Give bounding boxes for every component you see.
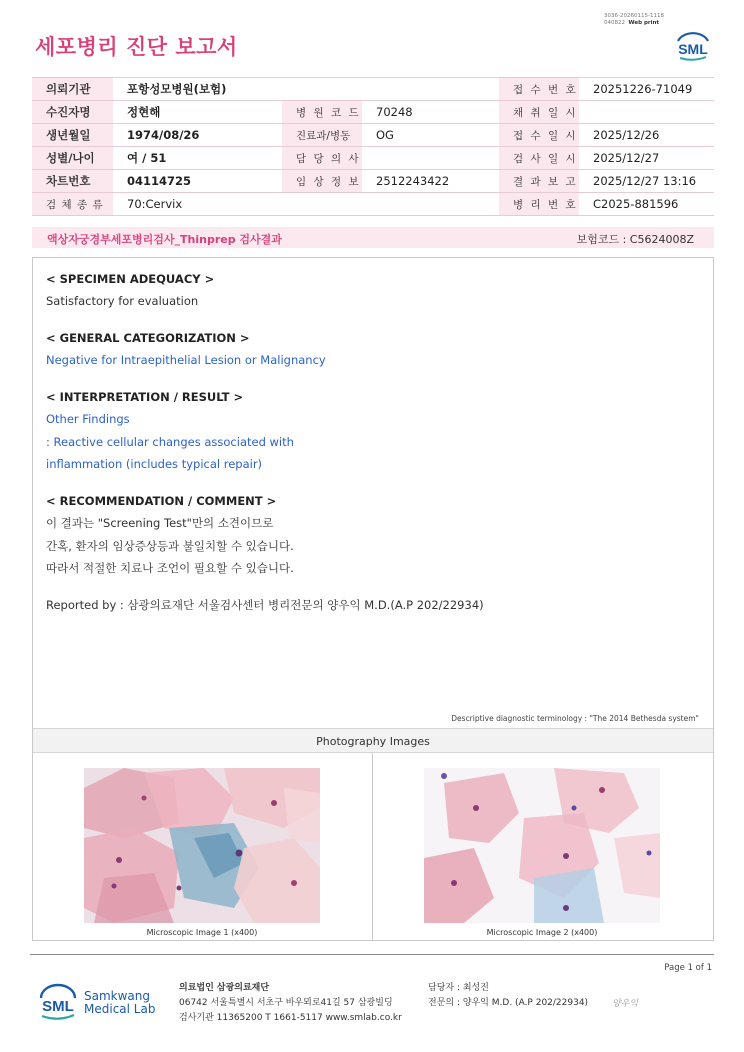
footer-divider [30, 954, 714, 955]
info-label: 채 취 일 시 [499, 101, 579, 124]
reported-by: Reported by : 삼광의료재단 서울검사센터 병리전문의 양우익 M.D.(A.P 202/22934) [46, 598, 484, 612]
adequacy-text: Satisfactory for evaluation [46, 294, 199, 308]
terminology-note: Descriptive diagnostic terminology : "The 2014 Bethesda system" [451, 714, 699, 723]
info-label: 접 수 일 시 [499, 124, 579, 147]
insurance-code: 보험코드 : C5624008Z [576, 233, 694, 246]
footer-brand [84, 990, 155, 1016]
recommendation-heading: < RECOMMENDATION / COMMENT > [46, 494, 277, 508]
info-value: 2025/12/27 13:16 [579, 170, 714, 193]
recommendation-line: 간혹, 환자의 임상증상등과 불일치할 수 있습니다. [46, 539, 294, 553]
staff-line: 담당자 : 최성진 [428, 983, 489, 993]
photo-divider [372, 753, 373, 941]
interpretation-line: inflammation (includes typical repair) [46, 457, 263, 471]
info-value: 2025/12/27 [579, 147, 714, 170]
info-value: C2025-881596 [579, 193, 714, 216]
info-label: 생년월일 [32, 124, 113, 147]
info-value: 20251226-71049 [579, 78, 714, 101]
print-meta-time: 040822 [604, 20, 625, 26]
info-value: 정현해 [113, 101, 282, 124]
info-label: 검 사 일 시 [499, 147, 579, 170]
recommendation-line: 이 결과는 "Screening Test"만의 소견이므로 [46, 516, 274, 530]
info-row [32, 124, 714, 147]
info-value: 1974/08/26 [113, 124, 282, 147]
exam-bar [32, 227, 714, 248]
exam-name: 액상자궁경부세포병리검사_Thinprep 검사결과 [47, 233, 282, 246]
info-label: 임 상 정 보 [282, 170, 362, 193]
info-value [362, 147, 499, 170]
info-label: 접 수 번 호 [499, 78, 579, 101]
page-number: Page 1 of 1 [664, 963, 712, 973]
info-value: 포항성모병원(보험) [113, 78, 499, 101]
info-row [32, 101, 714, 124]
photo-section-title: Photography Images [316, 735, 430, 748]
photo-section-header [33, 728, 713, 753]
org-contact: 검사기관 11365200 T 1661-5117 www.smlab.co.kr [179, 1013, 402, 1023]
info-row [32, 193, 714, 216]
adequacy-heading: < SPECIMEN ADEQUACY > [46, 272, 215, 286]
interpretation-heading: < INTERPRETATION / RESULT > [46, 390, 244, 404]
info-label: 담 당 의 사 [282, 147, 362, 170]
info-value: 04114725 [113, 170, 282, 193]
category-text: Negative for Intraepithelial Lesion or Malignancy [46, 353, 326, 367]
info-value: 여 / 51 [113, 147, 282, 170]
info-label: 수진자명 [32, 101, 113, 124]
brand-line-1: Samkwang [84, 989, 150, 1003]
info-row [32, 78, 714, 101]
interpretation-line: Other Findings [46, 412, 130, 426]
info-row [32, 147, 714, 170]
print-meta [604, 13, 664, 27]
info-value [579, 101, 714, 124]
info-value: OG [362, 124, 499, 147]
info-label: 차트번호 [32, 170, 113, 193]
org-address: 06742 서울특별시 서초구 바우뫼로41길 57 삼광빌딩 [179, 998, 393, 1008]
info-value: 70:Cervix [113, 193, 499, 216]
brand-line-2: Medical Lab [84, 1002, 156, 1016]
org-info [179, 981, 402, 1026]
result-box [32, 257, 714, 941]
patient-info-table [32, 77, 714, 216]
image-2-caption: Microscopic Image 2 (x400) [486, 928, 598, 937]
info-label: 진료과/병동 [282, 124, 362, 147]
info-value: 2512243422 [362, 170, 499, 193]
info-label: 검 체 종 류 [32, 193, 113, 216]
microscopic-image-1 [84, 768, 320, 923]
info-label: 성별/나이 [32, 147, 113, 170]
sml-footer-logo-text: SML [42, 998, 74, 1015]
info-label: 결 과 보 고 [499, 170, 579, 193]
sml-footer-logo-icon [36, 980, 80, 1026]
category-heading: < GENERAL CATEGORIZATION > [46, 331, 250, 345]
print-meta-id: 3036-20260115-1118 [604, 13, 664, 19]
info-label: 병 원 코 드 [282, 101, 362, 124]
info-value: 2025/12/26 [579, 124, 714, 147]
info-label: 의뢰기관 [32, 78, 113, 101]
signature: 양우익 [612, 999, 639, 1009]
info-value: 70248 [362, 101, 499, 124]
microscopic-image-2 [424, 768, 660, 923]
sml-logo-icon [672, 27, 714, 63]
report-title: 세포병리 진단 보고서 [35, 35, 238, 59]
info-label: 병 리 번 호 [499, 193, 579, 216]
image-1-caption: Microscopic Image 1 (x400) [146, 928, 258, 937]
sml-logo-text: SML [678, 41, 708, 57]
org-name: 의료법인 삼광의료재단 [179, 983, 270, 993]
recommendation-line: 따라서 적절한 치료나 조언이 필요할 수 있습니다. [46, 561, 294, 575]
interpretation-line: : Reactive cellular changes associated with [46, 435, 294, 449]
specialist-line: 전문의 : 양우익 M.D. (A.P 202/22934) [428, 998, 589, 1008]
staff-info [428, 981, 588, 1011]
info-row [32, 170, 714, 193]
web-print-label: Web print [628, 20, 660, 26]
